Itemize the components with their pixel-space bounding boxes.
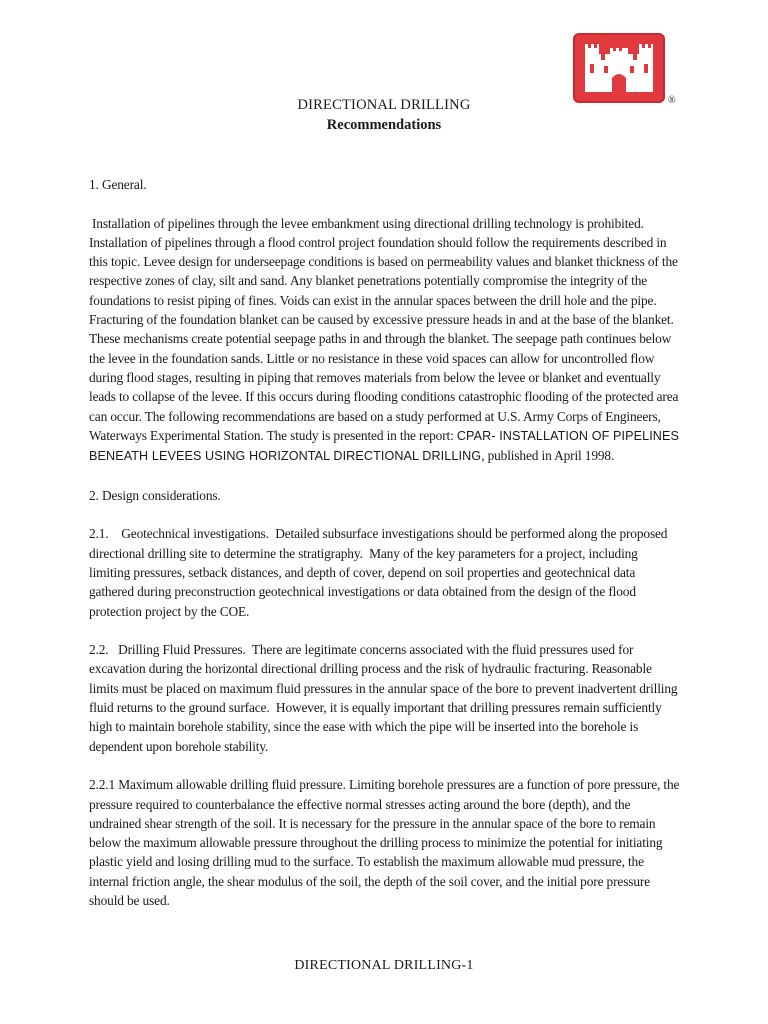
usace-castle-logo <box>572 32 666 104</box>
document-title-block <box>0 95 768 135</box>
report-suffix: , published in April 1998. <box>481 448 615 464</box>
report-title: CPAR- INSTALLATION OF PIPELINES BENEATH LEVEES USING HORIZONTAL DIRECTIONAL DRILLING <box>89 428 679 464</box>
paragraph-2-2: 2.2. Drilling Fluid Pressures. There are legitimate concerns associated with the fluid pressures used for excavation during the horizontal directional drilling process and the risk of hydraulic fracturing. Reasonable limits must be placed on maximum fluid pressures in the annular space of the bore to prevent inadvertent drilling fluid returns to the ground surface. However, it is equally important that drilling pressures remain sufficiently high to maintain borehole stability, since the ease with which the pipe will be inserted into the borehole is dependent upon borehole stability. <box>89 642 681 754</box>
paragraph-2-1: 2.1. Geotechnical investigations. Detailed subsurface investigations should be performed along the proposed directional drilling site to determine the stratigraphy. Many of the key parameters for a project, including limiting pressures, setback distances, and depth of cover, depend on soil properties and geotechnical data gathered during preconstruction geotechnical investigations or data obtained from the design of the flood protection project by the COE. <box>89 526 671 619</box>
document-title: DIRECTIONAL DRILLING <box>297 97 471 113</box>
document-body <box>89 175 681 910</box>
paragraph-general <box>89 214 681 467</box>
paragraph-2-2-1: 2.2.1 Maximum allowable drilling fluid pressure. Limiting borehole pressures are a function of pore pressure, the pressure required to counterbalance the effective normal stresses acting around the bore (depth), and the undrained shear strength of the soil. It is necessary for the pressure in the annular space of the bore to remain below the maximum allowable pressure throughout the drilling process to minimize the potential for initiating plastic yield and losing drilling mud to the surface. To establish the maximum allowable mud pressure, the internal friction angle, the shear modulus of the soil, the depth of the soil cover, and the initial pore pressure should be used. <box>89 777 680 908</box>
general-text: Installation of pipelines through the levee embankment using directional drilling technology is prohibited. Installation of pipelines through a flood control project foundation should follow the requirements described in this topic. Levee design for underseepage conditions is based on permeability values and blanket thickness of the respective zones of clay, silt and sand. Any blanket penetrations potentially compromise the integrity of the foundations to resist piping of fines. Voids can exist in the annular spaces between the drill hole and the pipe. Fracturing of the foundation blanket can be caused by excessive pressure heads in and at the base of the blanket. These mechanisms create potential seepage paths in and through the blanket. The seepage path continues below the levee in the foundation sands. Little or no resistance in these void spaces can allow for uncontrolled flow during flood stages, resulting in piping that removes materials from below the levee or blanket and eventually leads to collapse of the levee. If this occurs during flooding conditions catastrophic flooding of the protected area can occur. The following recommendations are based on a study performed at U.S. Army Corps of Engineers, Waterways Experimental Station. The study is presented in the report: <box>89 215 679 443</box>
section-heading-design: 2. Design considerations. <box>89 487 221 503</box>
section-heading-general: 1. General. <box>89 177 147 192</box>
registered-mark: ® <box>668 95 676 106</box>
page-footer: DIRECTIONAL DRILLING-1 <box>294 958 474 973</box>
document-subtitle: Recommendations <box>326 117 442 133</box>
